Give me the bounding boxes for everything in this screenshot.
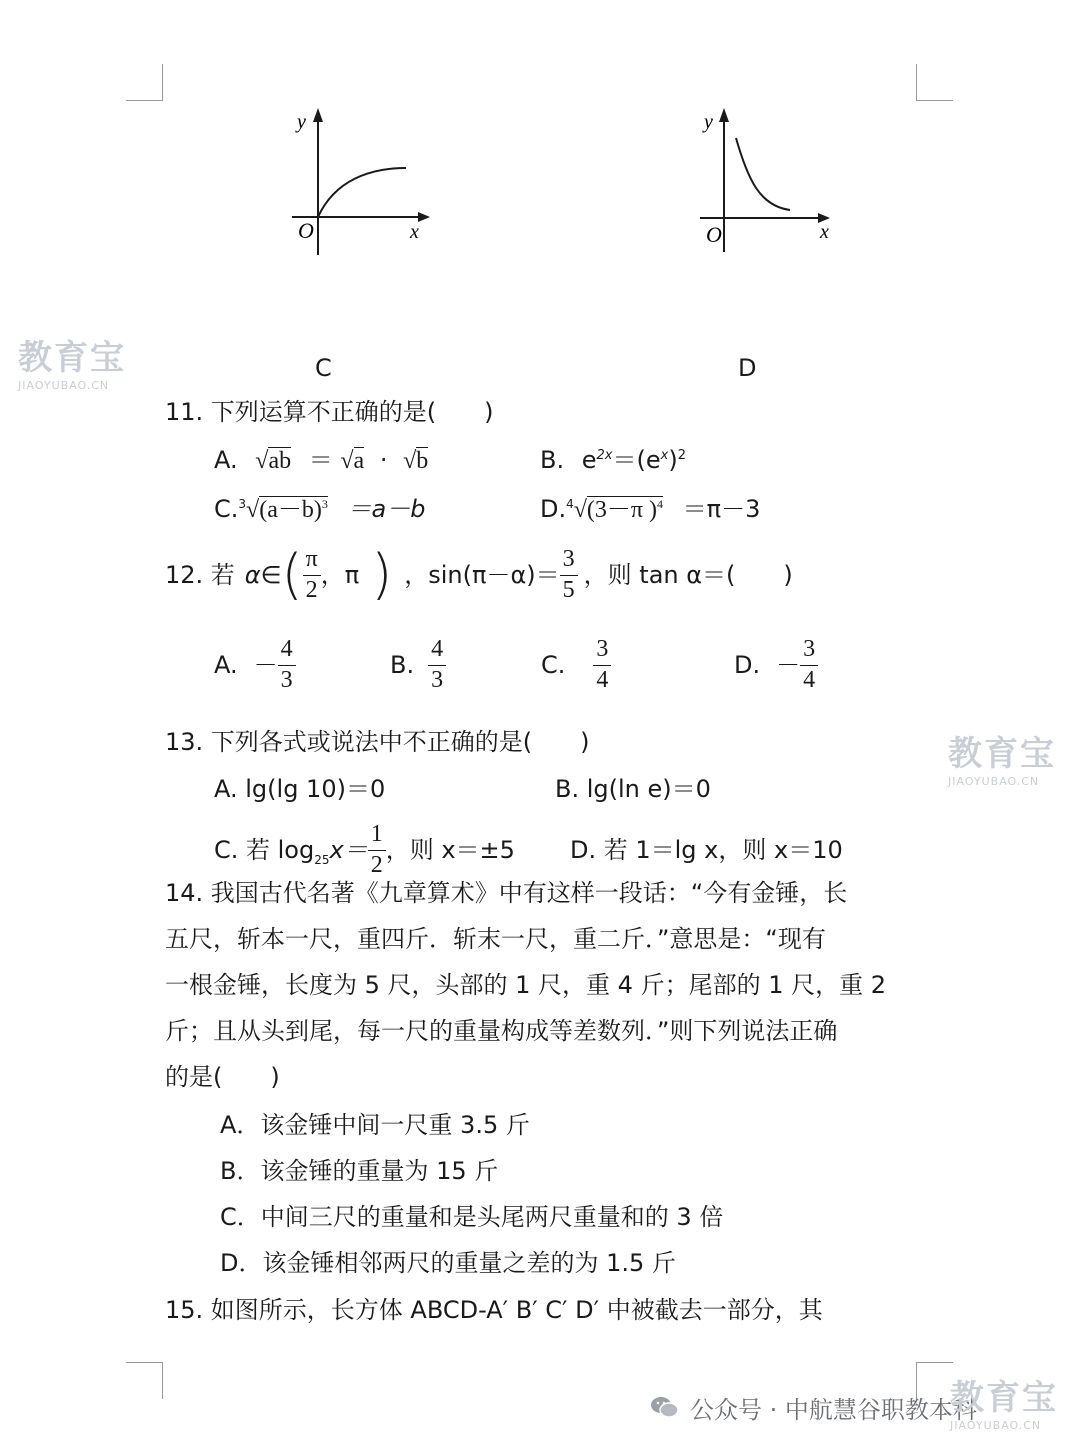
q12-option-b: B. $\frac{4}{3}$ [390, 636, 446, 694]
figure-c-y-label: y [297, 111, 306, 133]
q11-d-rhs: ＝π－3 [682, 495, 761, 523]
figure-c-caption: C [315, 354, 332, 382]
q11-stem: 11. 下列运算不正确的是( ) [165, 398, 494, 426]
q12-tail: ，则 tan α＝( ) [583, 561, 793, 589]
q11-b-base: e [581, 446, 597, 474]
q14-option-b: B．该金锤的重量为 15 斤 [220, 1157, 499, 1185]
q11-a-radicand: ab [268, 448, 292, 474]
q12-sin-part: ，sin(π－α)＝ [404, 561, 560, 589]
q11-b-tail: ) [668, 446, 678, 474]
figure-d-graph [690, 100, 850, 260]
q11-option-d: D.$^4$√(3－π )$^4$ ＝π－3 [540, 495, 761, 523]
q11-c-rhs: ＝a－b [347, 495, 426, 523]
watermark-logo: 教育宝 [950, 1378, 1058, 1418]
wechat-icon [650, 1395, 680, 1421]
q12-after-frac: ，π [320, 561, 360, 589]
watermark-site: JIAOYUBAO.CN [18, 379, 110, 392]
q11-c-exp: 3 [321, 497, 328, 511]
q12-lead: 12. 若 [165, 561, 235, 589]
q14-paragraph [165, 870, 886, 1100]
q13-c-fraction: $\frac{1}{2}$ [368, 822, 386, 877]
q11-c-index: 3 [238, 497, 247, 511]
q11-a-rad2: b [416, 448, 429, 474]
q11-b-mid: ＝(e [612, 446, 661, 474]
figure-d-origin-label: O [706, 222, 722, 247]
q12-option-a: A. － $\frac{4}{3}$ [214, 636, 296, 694]
q11-d-letter: D. [540, 495, 567, 523]
q14-option-a: A．该金锤中间一尺重 3.5 斤 [220, 1111, 530, 1139]
q14-line: 五尺，斩本一尺，重四斤．斩末一尺，重二斤．”意思是：“现有 [165, 925, 826, 953]
q14-option-c: C．中间三尺的重量和是头尾两尺重量和的 3 倍 [220, 1203, 724, 1231]
watermark-logo: 教育宝 [18, 338, 126, 378]
q12-stem [165, 542, 793, 608]
q14-line: 斤；且从头到尾，每一尺的重量构成等差数列．”则下列说法正确 [165, 1017, 838, 1045]
q11-a-eq: ＝ [308, 448, 333, 474]
watermark-left [18, 330, 126, 392]
q15-stem: 15. 如图所示，长方体 ABCD-A′ B′ C′ D′ 中被截去一部分，其 [165, 1296, 823, 1324]
q11-option-a: A. √ab ＝ √a · √b [214, 446, 429, 474]
q12-left-paren: ( [281, 543, 303, 606]
corner-mark-top-left [126, 64, 163, 101]
q11-b-letter: B. [540, 446, 565, 474]
corner-mark-bottom-left [126, 1362, 163, 1399]
q13-option-d: D. 若 1＝lg x，则 x＝10 [570, 836, 843, 864]
figure-d-caption: D [738, 354, 757, 382]
watermark-right [948, 726, 1056, 788]
watermark-site: JIAOYUBAO.CN [950, 1419, 1042, 1432]
footer-account [650, 1390, 977, 1425]
q11-b-exp: 2x [596, 448, 613, 463]
figure-c-graph [280, 100, 440, 260]
q14-line: 一根金锤，长度为 5 尺，头部的 1 尺，重 4 斤；尾部的 1 尺，重 2 [165, 971, 887, 999]
q11-d-index: 4 [566, 497, 574, 511]
footer-text: 公众号 · 中航慧谷职教本科 [690, 1396, 977, 1424]
q12-sin-fraction: $\frac{3}{5}$ [560, 547, 578, 602]
q13-option-b: B. lg(ln e)＝0 [555, 775, 711, 803]
q13-stem: 13. 下列各式或说法中不正确的是( ) [165, 728, 590, 756]
q14-options [220, 1102, 723, 1286]
q11-c-radicand: (a－b) [259, 497, 322, 523]
figure-c-origin-label: O [298, 218, 314, 243]
q12-alpha-in: α∈ [244, 561, 282, 589]
q11-c-letter: C. [214, 495, 239, 523]
q11-b-exp3: 2 [677, 448, 686, 463]
q12-interval-fraction: $\frac{\pi}{2}$ [303, 547, 321, 602]
q14-line: 的是( ) [165, 1063, 280, 1091]
watermark-bottom-right [950, 1370, 1058, 1432]
q11-d-exp: 4 [657, 497, 664, 511]
watermark-site: JIAOYUBAO.CN [948, 775, 1040, 788]
q11-b-exp2: x [660, 448, 669, 463]
q11-a-dot: · [379, 446, 388, 474]
q11-a-rad1: a [353, 448, 365, 474]
corner-mark-top-right [916, 64, 953, 101]
q11-option-c: $C.^3√(a-b)^3 =a-b$ [214, 495, 426, 523]
q12-option-d: D. － $\frac{3}{4}$ [734, 636, 818, 694]
figure-d-x-label: x [820, 221, 829, 243]
q11-a-letter: A. [214, 446, 238, 474]
figure-c-x-label: x [410, 221, 419, 243]
figure-d-y-label: y [704, 111, 713, 133]
q13-option-a: A. lg(lg 10)＝0 [214, 775, 386, 803]
q12-option-c: C. $\frac{3}{4}$ [541, 636, 611, 694]
q13-option-c: C. 若 log $_{25}$ x＝ $\frac{1}{2}$ ，则 x＝±5 [214, 821, 515, 878]
watermark-logo: 教育宝 [948, 734, 1056, 774]
q14-line: 14. 我国古代名著《九章算术》中有这样一段话：“今有金锤，长 [165, 879, 848, 907]
q11-d-radicand: (3－π ) [586, 497, 658, 523]
q12-right-paren: ) [371, 543, 393, 606]
q11-option-b [540, 448, 686, 472]
q14-option-d: D．该金锤相邻两尺的重量之差的为 1.5 斤 [220, 1249, 676, 1277]
